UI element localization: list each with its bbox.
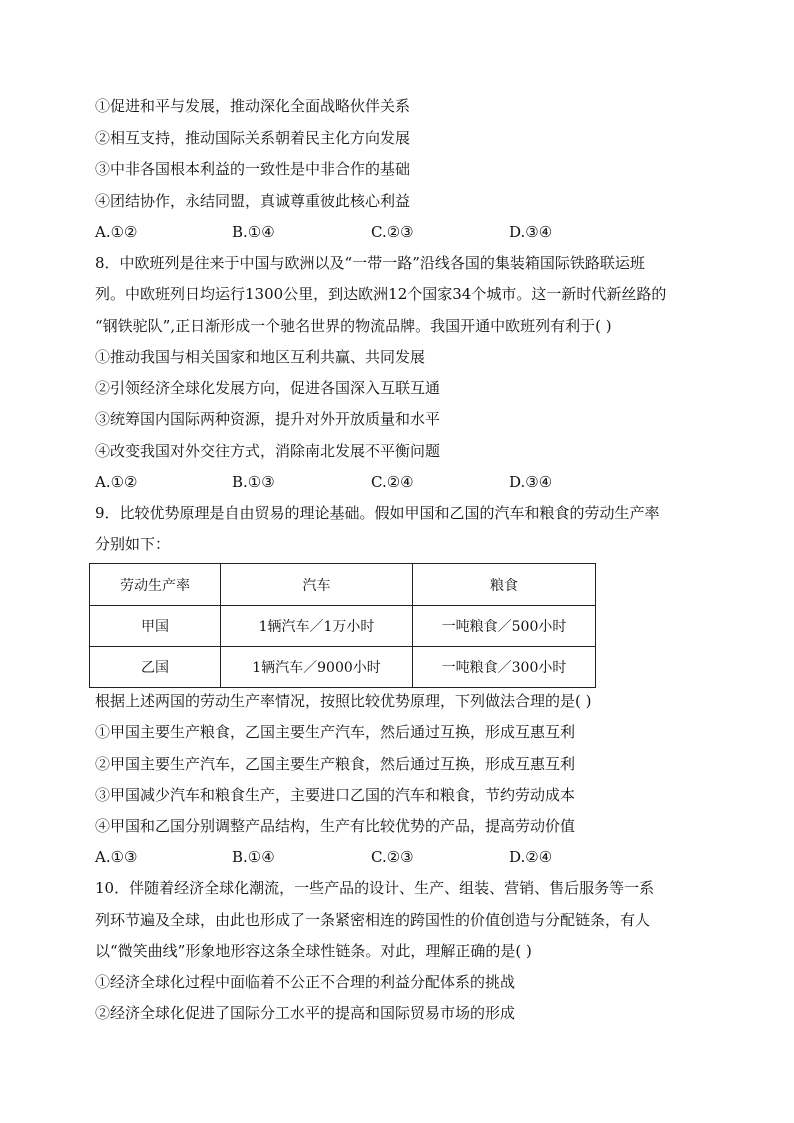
q7-option-1: ①促进和平与发展，推动深化全面战略伙伴关系 [95,97,411,115]
q8-choice-a: A.①② [95,473,138,491]
q10-option-1: ①经济全球化过程中面临着不公正不合理的利益分配体系的挑战 [95,973,516,991]
q8-stem-line-3: “钢铁驼队”,正日渐形成一个驰名世界的物流品牌。我国开通中欧班列有利于( ) [95,317,612,335]
q8-choices [95,472,615,492]
q8-choice-b: B.①③ [232,473,275,491]
productivity-table [89,563,596,688]
q8-choice-d: D.③④ [509,473,553,491]
q7-choice-d: D.③④ [509,223,553,241]
q9-choice-d: D.②④ [509,848,553,866]
q8-option-2: ②引领经济全球化发展方向，促进各国深入互联互通 [95,379,441,397]
q8-option-3: ③统筹国内国际两种资源，提升对外开放质量和水平 [95,410,441,428]
table-header-cell: 劳动生产率 [90,564,221,606]
table-cell: 1辆汽车／9000小时 [221,647,413,688]
q7-choice-c: C.②③ [371,223,414,241]
q7-option-3: ③中非各国根本利益的一致性是中非合作的基础 [95,160,411,178]
q7-option-2: ②相互支持，推动国际关系朝着民主化方向发展 [95,129,411,147]
table-cell: 乙国 [90,647,221,688]
table-header-cell: 汽车 [221,564,413,606]
q8-choice-c: C.②④ [371,473,414,491]
table-row [90,647,596,688]
table-cell: 一吨粮食／500小时 [413,606,596,647]
q8-stem-line-1: 8．中欧班列是往来于中国与欧洲以及“一带一路”沿线各国的集装箱国际铁路联运班 [95,254,645,272]
table-cell: 甲国 [90,606,221,647]
table-cell: 1辆汽车／1万小时 [221,606,413,647]
table-cell: 一吨粮食／300小时 [413,647,596,688]
q7-choice-b: B.①④ [232,223,275,241]
q9-option-1: ①甲国主要生产粮食，乙国主要生产汽车，然后通过互换，形成互惠互利 [95,723,576,741]
q10-option-2: ②经济全球化促进了国际分工水平的提高和国际贸易市场的形成 [95,1004,516,1022]
q9-stem-line-1: 9．比较优势原理是自由贸易的理论基础。假如甲国和乙国的汽车和粮食的劳动生产率 [95,504,660,522]
q7-option-4: ④团结协作，永结同盟，真诚尊重彼此核心利益 [95,192,411,210]
q7-choice-a: A.①② [95,223,138,241]
q9-option-4: ④甲国和乙国分别调整产品结构，生产有比较优势的产品，提高劳动价值 [95,817,576,835]
table-header-row [90,564,596,606]
q9-stem-line-2: 分别如下： [95,535,171,553]
q9-choices [95,847,615,867]
q10-stem-line-1: 10．伴随着经济全球化潮流，一些产品的设计、生产、组装、营销、售后服务等一系 [95,879,655,897]
q8-option-4: ④改变我国对外交往方式，消除南北发展不平衡问题 [95,442,441,460]
q7-choices [95,222,615,242]
q9-option-3: ③甲国减少汽车和粮食生产，主要进口乙国的汽车和粮食，节约劳动成本 [95,786,576,804]
table-row [90,606,596,647]
q9-choice-c: C.②③ [371,848,414,866]
q9-choice-b: B.①④ [232,848,275,866]
q9-option-2: ②甲国主要生产汽车，乙国主要生产粮食，然后通过互换，形成互惠互利 [95,755,576,773]
q9-choice-a: A.①③ [95,848,138,866]
q8-stem-line-2: 列。中欧班列日均运行1300公里，到达欧洲12个国家34个城市。这一新时代新丝路的 [95,285,667,303]
table-header-cell: 粮食 [413,564,596,606]
q9-question: 根据上述两国的劳动生产率情况，按照比较优势原理，下列做法合理的是( ) [95,692,592,710]
q10-stem-line-2: 列环节遍及全球，由此也形成了一条紧密相连的跨国性的价值创造与分配链条，有人 [95,911,651,929]
q10-stem-line-3: 以“微笑曲线”形象地形容这条全球性链条。对此，理解正确的是( ) [95,942,532,960]
q8-option-1: ①推动我国与相关国家和地区互利共赢、共同发展 [95,348,426,366]
